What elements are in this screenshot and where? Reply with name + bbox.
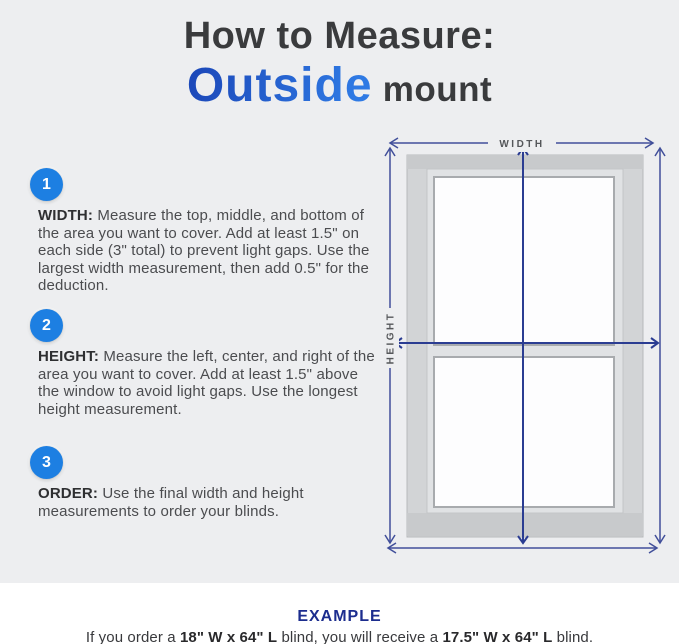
example-text-part: blind. (552, 629, 594, 644)
title-highlight: Outside (186, 58, 373, 112)
step-width (30, 168, 376, 295)
step-order (30, 446, 376, 520)
example-text-part: blind, you will receive a (277, 629, 443, 644)
title-line2 (0, 60, 679, 113)
example-heading: EXAMPLE (297, 608, 382, 625)
example-text-part: If you order a (85, 629, 180, 644)
step-order-text (38, 485, 376, 520)
width-label: WIDTH (499, 139, 545, 150)
step-number-badge-3: 3 (30, 446, 63, 479)
window-head-casing (407, 155, 643, 169)
height-label: HEIGHT (385, 311, 397, 365)
step-height-text (38, 348, 376, 418)
example-text (0, 629, 679, 644)
title-suffix: mount (372, 69, 493, 109)
step-width-text (38, 207, 376, 295)
measurement-diagram (372, 125, 672, 575)
example-text-part: 17.5" W x 64" L (442, 629, 553, 644)
page-title (0, 16, 679, 113)
step-width-label: WIDTH: (38, 207, 94, 224)
step-order-label: ORDER: (38, 485, 99, 502)
window-illustration (407, 155, 643, 537)
step-height-body: Measure the left, center, and right of the area you want to cover. Add at least 1.5" above the window to avoid light gaps. Use the longest height measurement. (38, 348, 375, 418)
step-height-label: HEIGHT: (38, 348, 100, 365)
example-section (0, 583, 679, 644)
step-width-body: Measure the top, middle, and bottom of the area you want to cover. Add at least 1.5" on each side (3" total) to prevent light gaps. Use the largest width measurement, then add 0.5" for the deduction. (38, 207, 370, 295)
step-number-badge-2: 2 (30, 309, 63, 342)
step-height (30, 309, 376, 418)
title-line1: How to Measure: (183, 15, 496, 57)
example-text-part: 18" W x 64" L (179, 629, 278, 644)
window-sill (407, 513, 643, 536)
step-order-body: Use the final width and height measurements to order your blinds. (38, 485, 304, 520)
step-number-badge-1: 1 (30, 168, 63, 201)
